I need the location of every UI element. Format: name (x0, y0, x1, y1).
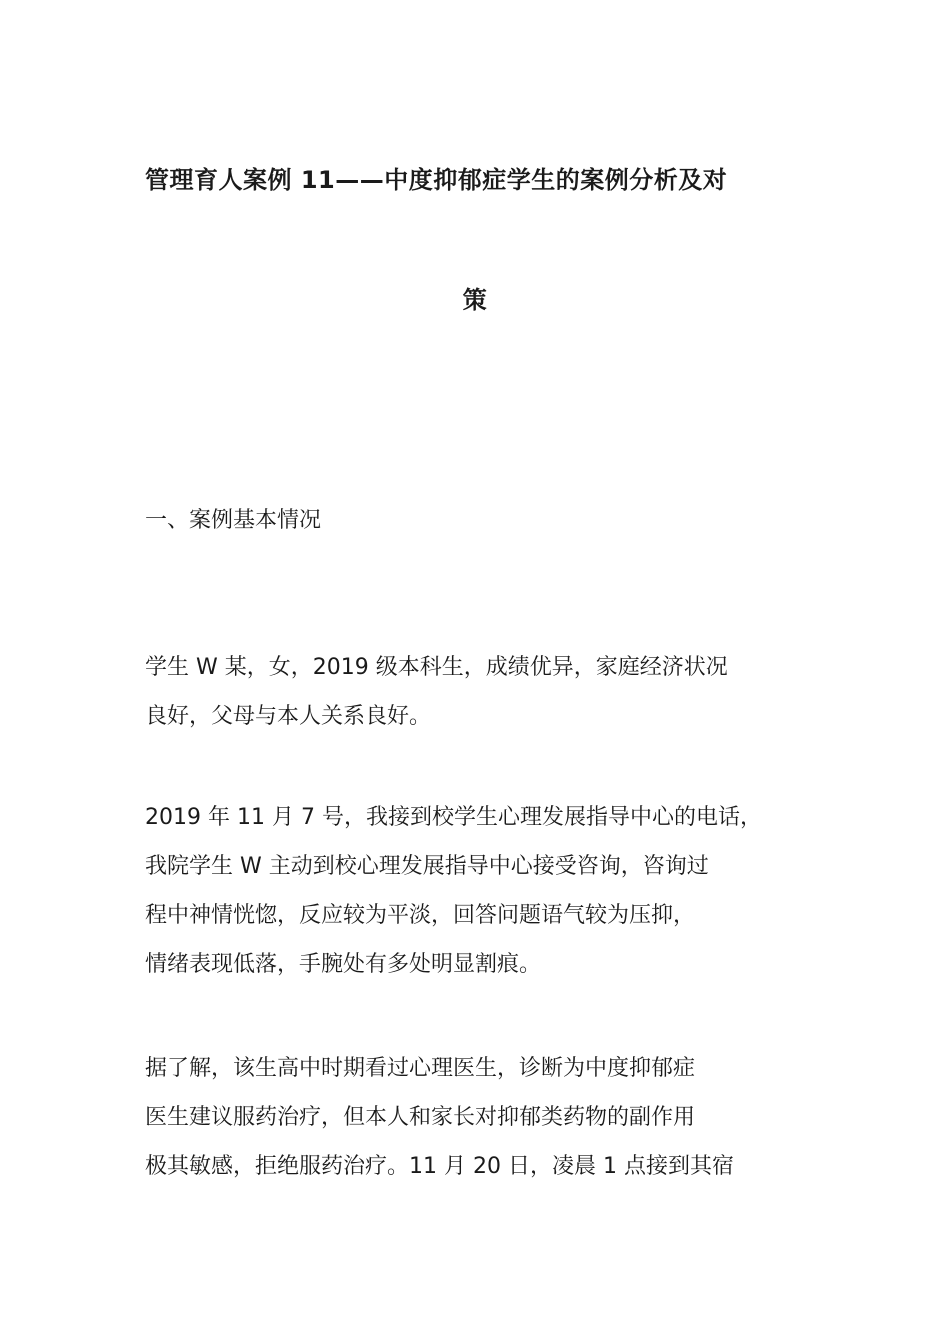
document-title-line-1: 管理育人案例 11——中度抑郁症学生的案例分析及对 (145, 166, 728, 194)
paragraph-3 (145, 1052, 835, 1199)
paragraph-1 (145, 651, 835, 749)
paragraph-line: 医生建议服药治疗，但本人和家长对抑郁类药物的副作用 (145, 1105, 696, 1130)
paragraph-line: 情绪表现低落，手腕处有多处明显割痕。 (145, 952, 542, 977)
section-heading: 一、案例基本情况 (145, 508, 322, 533)
paragraph-line: 我院学生 W 主动到校心理发展指导中心接受咨询，咨询过 (145, 854, 709, 879)
paragraph-2 (145, 801, 835, 997)
paragraph-line: 良好，父母与本人关系良好。 (145, 704, 432, 729)
paragraph-line: 学生 W 某，女，2019 级本科生，成绩优异，家庭经济状况 (145, 655, 728, 680)
paragraph-line: 程中神情恍惚，反应较为平淡，回答问题语气较为压抑， (145, 903, 696, 928)
paragraph-line: 2019 年 11 月 7 号，我接到校学生心理发展指导中心的电话， (145, 805, 762, 830)
document-title-line-2: 策 (462, 286, 488, 314)
paragraph-line: 据了解，该生高中时期看过心理医生，诊断为中度抑郁症 (145, 1056, 696, 1081)
paragraph-line: 极其敏感，拒绝服药治疗。11 月 20 日，凌晨 1 点接到其宿 (145, 1154, 734, 1179)
